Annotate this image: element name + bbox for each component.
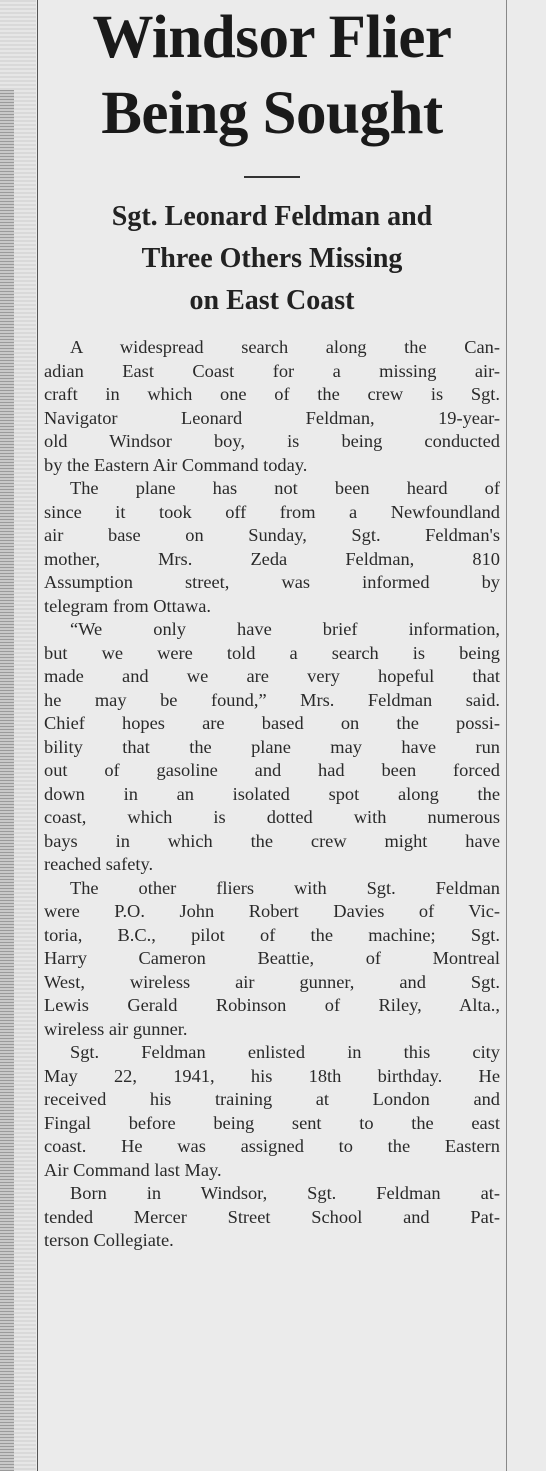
article-paragraph (44, 336, 500, 477)
paragraph-line: but we were told a search is being (44, 642, 500, 663)
subhead-line: Three Others Missing (141, 243, 403, 274)
paragraph-line: were P.O. John Robert Davies of Vic- (44, 901, 500, 921)
paragraph-line: Chief hopes are based on the possi- (44, 713, 500, 733)
paragraph-line: by the Eastern Air Command today. (44, 454, 308, 475)
article-paragraph (44, 877, 500, 1042)
paragraph-line: made and we are very hopeful that (44, 666, 500, 686)
paragraph-line: bays in which the crew might have (44, 830, 500, 851)
paragraph-line: Air Command last May. (44, 1159, 222, 1180)
paragraph-line: adian East Coast for a missing air- (44, 360, 500, 381)
article-headline (44, 0, 500, 152)
paragraph-line: reached safety. (44, 854, 154, 874)
paragraph-line: terson Collegiate. (44, 1230, 174, 1250)
paragraph-line: Harry Cameron Beattie, of Montreal (44, 948, 500, 968)
paragraph-line: coast. He was assigned to the Eastern (44, 1136, 500, 1156)
paragraph-line: Born in Windsor, Sgt. Feldman at- (70, 1183, 500, 1203)
paragraph-line: tended Mercer Street School and Pat- (44, 1206, 500, 1227)
paragraph-line: craft in which one of the crew is Sgt. (44, 384, 500, 404)
paragraph-line: bility that the plane may have run (44, 736, 500, 757)
news-article (44, 0, 500, 1471)
paragraph-line: The other fliers with Sgt. Feldman (70, 877, 500, 898)
paragraph-line: coast, which is dotted with numerous (44, 807, 500, 827)
headline-line: Being Sought (101, 80, 443, 147)
column-rule-left (37, 0, 38, 1471)
article-paragraph (44, 477, 500, 618)
paragraph-line: since it took off from a Newfoundland (44, 501, 500, 522)
paragraph-line: down in an isolated spot along the (44, 783, 500, 804)
paragraph-line: toria, B.C., pilot of the machine; Sgt. (44, 924, 500, 945)
paragraph-line: received his training at London and (44, 1089, 500, 1109)
paragraph-line: May 22, 1941, his 18th birthday. He (44, 1065, 500, 1086)
article-subheadline (44, 196, 500, 322)
subhead-line: on East Coast (189, 285, 355, 316)
paragraph-line: “We only have brief information, (70, 619, 500, 639)
article-body (44, 336, 500, 1253)
paragraph-line: A widespread search along the Can- (70, 337, 500, 357)
paragraph-line: telegram from Ottawa. (44, 595, 211, 616)
paragraph-line: Lewis Gerald Robinson of Riley, Alta., (44, 995, 500, 1015)
paragraph-line: West, wireless air gunner, and Sgt. (44, 971, 500, 992)
paragraph-line: wireless air gunner. (44, 1018, 188, 1039)
paragraph-line: Assumption street, was informed by (44, 572, 500, 592)
article-paragraph (44, 1041, 500, 1182)
paragraph-line: air base on Sunday, Sgt. Feldman's (44, 525, 500, 545)
paragraph-line: Fingal before being sent to the east (44, 1112, 500, 1133)
paragraph-line: he may be found,” Mrs. Feldman said. (44, 689, 500, 710)
headline-line: Windsor Flier (92, 4, 452, 71)
paragraph-line: mother, Mrs. Zeda Feldman, 810 (44, 548, 500, 569)
subhead-line: Sgt. Leonard Feldman and (111, 201, 433, 232)
paragraph-line: The plane has not been heard of (70, 478, 500, 498)
headline-divider (244, 176, 300, 178)
paragraph-line: Sgt. Feldman enlisted in this city (70, 1042, 500, 1062)
article-paragraph (44, 618, 500, 877)
column-rule-right (506, 0, 507, 1471)
paragraph-line: Navigator Leonard Feldman, 19-year- (44, 407, 500, 428)
paragraph-line: out of gasoline and had been forced (44, 760, 500, 780)
paragraph-line: old Windsor boy, is being conducted (44, 431, 500, 451)
article-paragraph (44, 1182, 500, 1253)
adjacent-column-shadow (0, 90, 14, 1471)
